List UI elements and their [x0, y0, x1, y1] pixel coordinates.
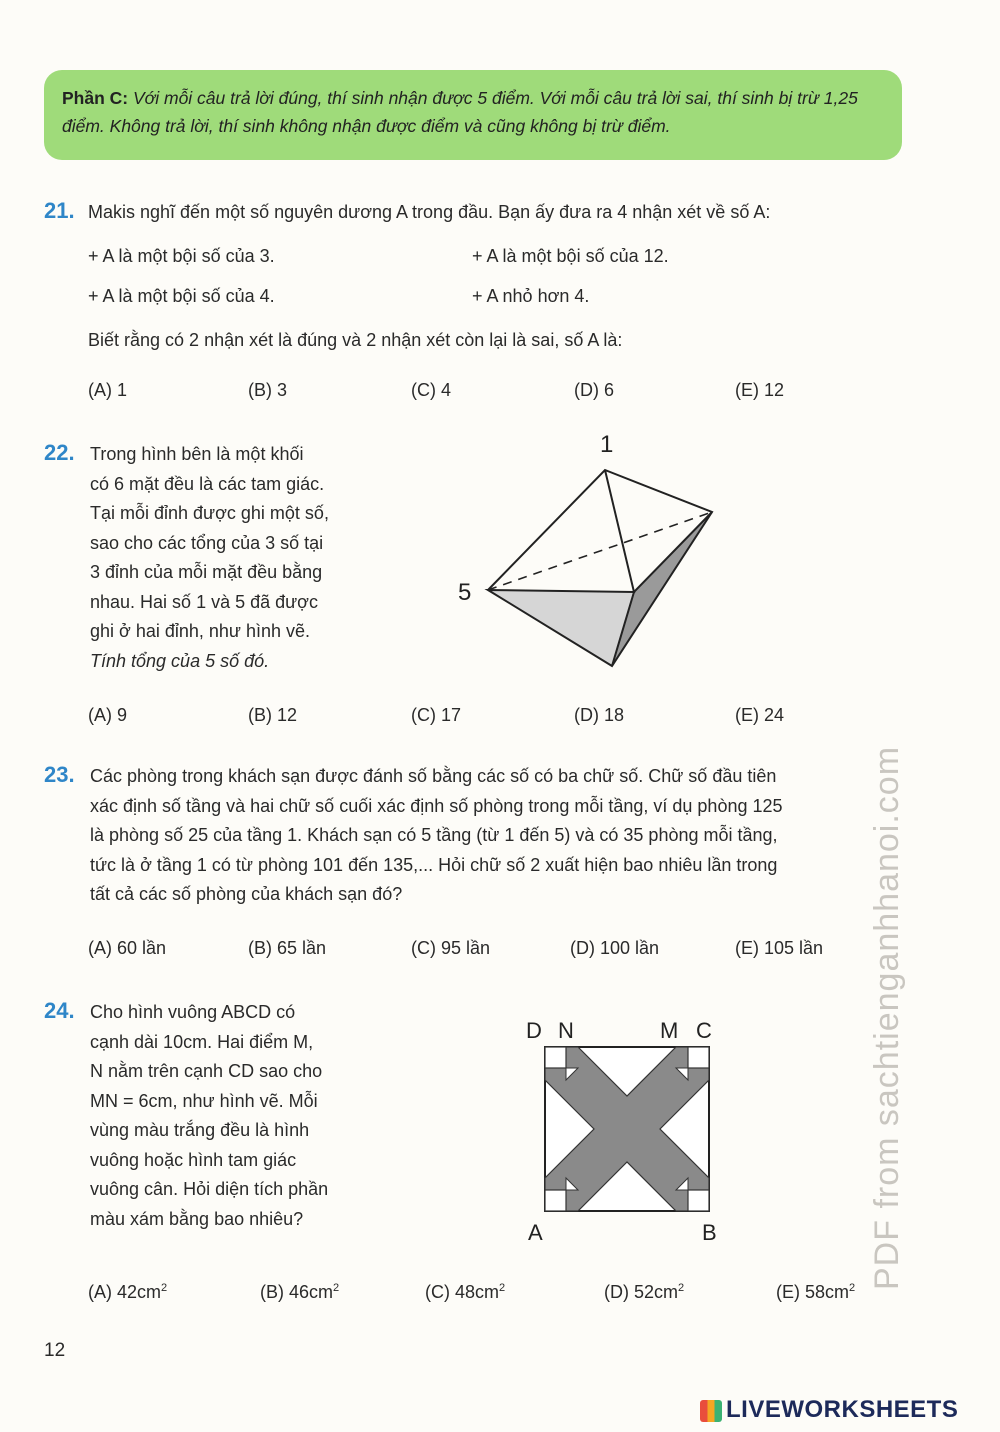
q22-option-d[interactable]: (D) 18	[574, 705, 625, 725]
q22-line: có 6 mặt đều là các tam giác.	[90, 473, 325, 494]
q24-option-b[interactable]: (B) $46cm^2$	[260, 1282, 340, 1302]
q23-line: xác định số tầng và hai chữ số cuối xác định số phòng trong mỗi tầng, ví dụ phòng 125	[90, 795, 783, 816]
label-n: N	[558, 1018, 574, 1043]
question-number-24: 24.	[44, 998, 75, 1023]
q24-line: Cho hình vuông ABCD có	[90, 1002, 296, 1022]
q22-line: sao cho các tổng của 3 số tại	[90, 532, 324, 553]
q22-option-b[interactable]: (B) 12	[248, 705, 298, 725]
corner-square-c	[688, 1047, 709, 1068]
section-banner	[44, 70, 902, 160]
watermark-text: PDF from sachtienganhhanoi.com	[868, 745, 906, 1290]
q21-statement-4: + A nhỏ hơn 4.	[472, 286, 590, 306]
q23-line: Các phòng trong khách sạn được đánh số bằng các số có ba chữ số. Chữ số đầu tiên	[90, 766, 777, 786]
q22-line: nhau. Hai số 1 và 5 đã được	[90, 591, 318, 612]
q24-line: N nằm trên cạnh CD sao cho	[90, 1061, 323, 1081]
q24-line: vùng màu trắng đều là hình	[90, 1120, 310, 1140]
edge	[634, 512, 712, 592]
banner-label: Phần C:	[62, 88, 129, 108]
question-number-22: 22.	[44, 440, 75, 465]
q23-option-a[interactable]: (A) 60 lần	[88, 938, 167, 958]
corner-square-a	[545, 1190, 566, 1211]
q22-line: 3 đỉnh của mỗi mặt đều bằng	[90, 562, 323, 582]
label-a: A	[528, 1220, 543, 1245]
q21-statement-3: + A là một bội số của 4.	[88, 286, 275, 306]
q22-line: ghi ở hai đỉnh, như hình vẽ.	[90, 621, 310, 641]
q22-text	[90, 440, 382, 676]
q24-line: vuông hoặc hình tam giác	[90, 1149, 297, 1170]
q23-option-d[interactable]: (D) 100 lần	[570, 938, 660, 958]
q23-option-e[interactable]: (E) 105 lần	[735, 938, 824, 958]
label-left: 5	[458, 579, 472, 606]
q23-text	[90, 762, 908, 910]
q21-stem: Makis nghĩ đến một số nguyên dương A trong đầu. Bạn ấy đưa ra 4 nhận xét về số A:	[88, 202, 771, 222]
bipyramid-figure	[450, 420, 740, 680]
q22-option-e[interactable]: (E) 24	[735, 705, 785, 725]
label-b: B	[702, 1220, 717, 1245]
q22-line: Trong hình bên là một khối	[90, 444, 304, 464]
q23-option-c[interactable]: (C) 95 lần	[411, 938, 491, 958]
page-number: 12	[44, 1340, 66, 1361]
q21-option-c[interactable]: (C) 4	[411, 380, 451, 400]
q24-option-c[interactable]: (C) $48cm^2$	[425, 1282, 506, 1302]
q21-option-b[interactable]: (B) 3	[248, 380, 288, 400]
q23-line: tất cả các số phòng của khách sạn đó?	[90, 884, 403, 904]
q24-line: cạnh dài 10cm. Hai điểm M,	[90, 1031, 314, 1052]
liveworksheets-logo[interactable]: LIVEWORKSHEETS	[700, 1396, 958, 1424]
q21-statement-1: + A là một bội số của 3.	[88, 246, 275, 266]
question-number-21: 21.	[44, 198, 75, 223]
label-m: M	[660, 1018, 679, 1043]
q24-line: màu xám bằng bao nhiêu?	[90, 1208, 304, 1229]
q24-text	[90, 998, 382, 1234]
label-top: 1	[600, 431, 614, 458]
q23-line: là phòng số 25 của tầng 1. Khách sạn có 5 tầng (từ 1 đến 5) và có 35 phòng mỗi tầng,	[90, 825, 778, 845]
q22-option-a[interactable]: (A) 9	[88, 705, 128, 725]
square-figure	[520, 1012, 730, 1252]
q21-question: Biết rằng có 2 nhận xét là đúng và 2 nhận xét còn lại là sai, số A là:	[88, 330, 623, 350]
q24-option-d[interactable]: (D) $52cm^2$	[604, 1282, 685, 1302]
q24-line: MN = 6cm, như hình vẽ. Mỗi	[90, 1090, 318, 1111]
lower-left-face	[488, 590, 634, 666]
q22-line: Tính tổng của 5 số đó.	[90, 650, 270, 671]
q24-line: vuông cân. Hỏi diện tích phần	[90, 1179, 329, 1199]
q24-option-e[interactable]: (E) $58cm^2$	[776, 1282, 856, 1302]
q23-option-b[interactable]: (B) 65 lần	[248, 938, 327, 958]
corner-square-d	[545, 1047, 566, 1068]
banner-text: Với mỗi câu trả lời đúng, thí sinh nhận được 5 điểm. Với mỗi câu trả lời sai, thí sinh bị trừ 1,25 điểm. Không trả lời, thí sinh không nhận được điểm và cũng không bị trừ điểm.	[62, 88, 858, 136]
q22-option-c[interactable]: (C) 17	[411, 705, 462, 725]
q21-option-d[interactable]: (D) 6	[574, 380, 614, 400]
q24-option-a[interactable]: (A) $42cm^2$	[88, 1282, 168, 1302]
label-c: C	[696, 1018, 712, 1043]
label-d: D	[526, 1018, 542, 1043]
q23-line: tức là ở tầng 1 có từ phòng 101 đến 135,... Hỏi chữ số 2 xuất hiện bao nhiêu lần trong	[90, 854, 778, 875]
q21-option-a[interactable]: (A) 1	[88, 380, 128, 400]
q22-line: Tại mỗi đỉnh được ghi một số,	[90, 503, 329, 523]
question-number-23: 23.	[44, 762, 75, 787]
logo-icon	[700, 1400, 722, 1422]
q21-statement-2: + A là một bội số của 12.	[472, 246, 669, 266]
corner-square-b	[688, 1190, 709, 1211]
q21-option-e[interactable]: (E) 12	[735, 380, 785, 400]
